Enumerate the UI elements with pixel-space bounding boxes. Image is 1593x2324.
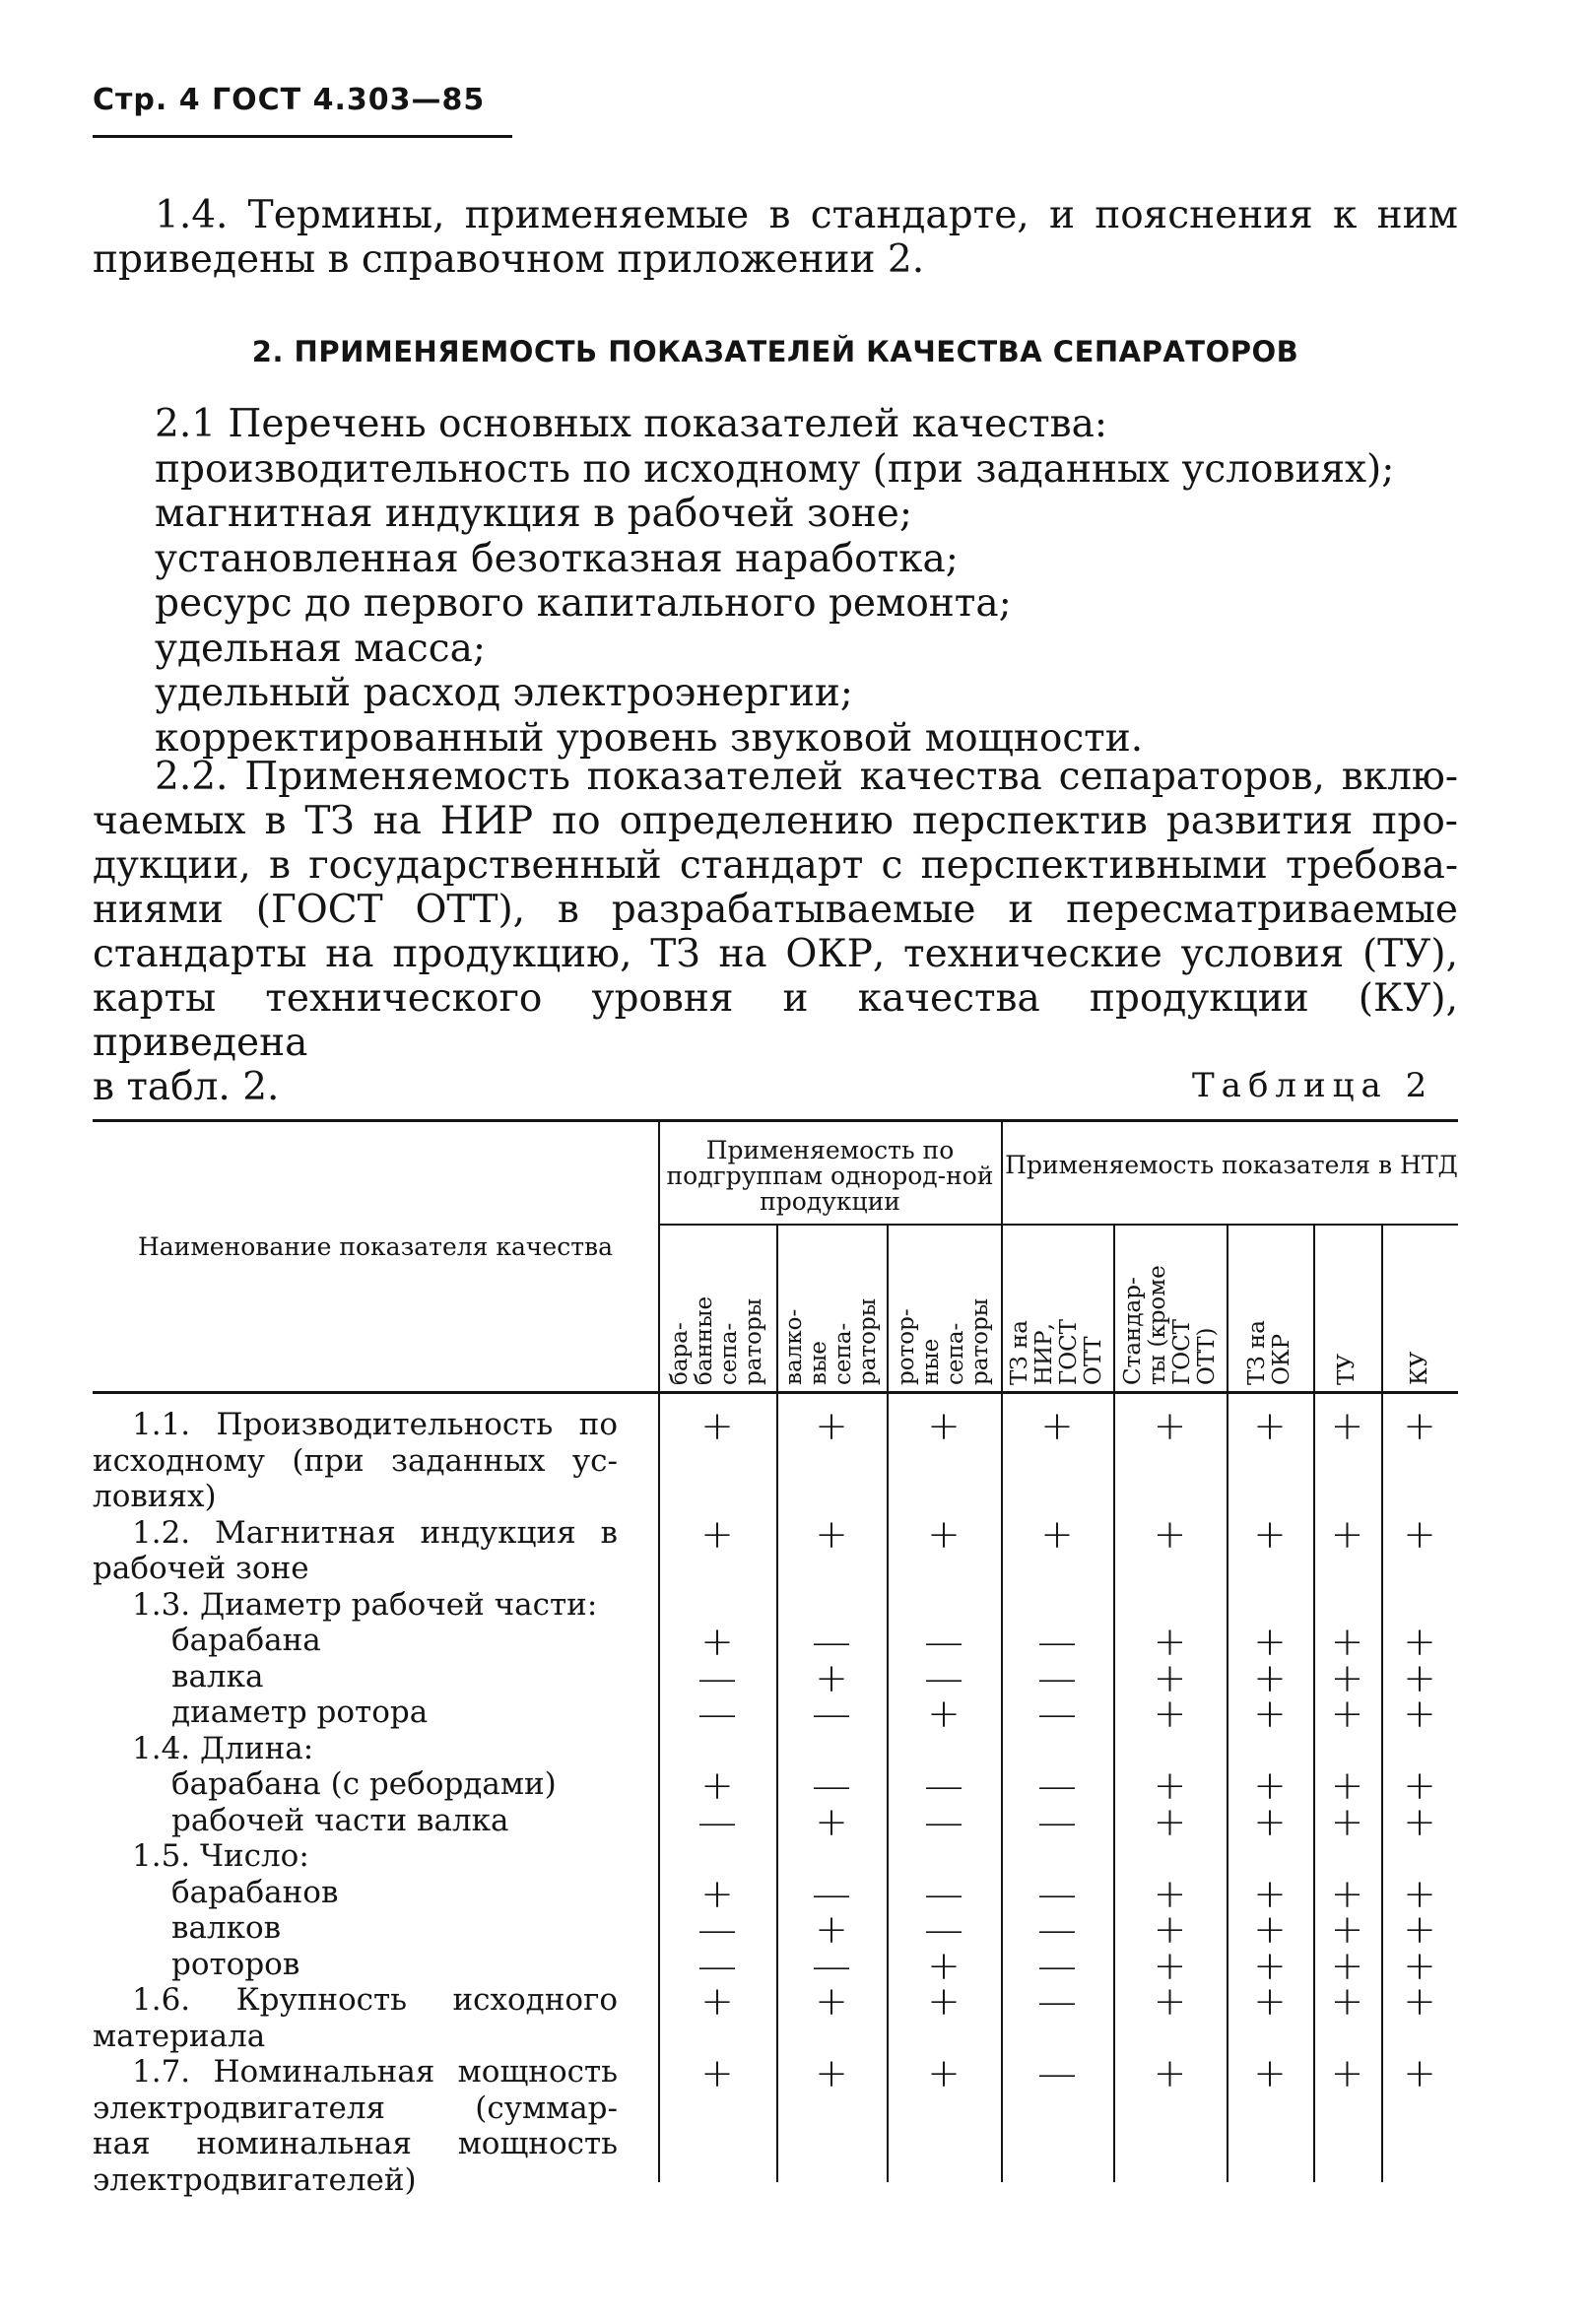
table-row-name-line: 1.7. Номинальная мощность	[132, 2054, 618, 2090]
plus-mark: +	[700, 1871, 734, 1917]
paragraph-line: дукции, в государственный стандарт с перспективными требова-	[93, 843, 1458, 888]
table-row-name	[93, 1623, 618, 1659]
list-item: 2.1 Перечень основных показателей качества:	[155, 402, 1108, 446]
plus-mark: +	[1403, 1692, 1436, 1737]
plus-mark: +	[927, 1943, 961, 1989]
group2-header: Применяемость показателя в НТД	[1005, 1151, 1458, 1179]
dash-mark: —	[812, 1620, 851, 1665]
plus-mark: +	[1153, 1692, 1187, 1737]
plus-mark: +	[1253, 1907, 1287, 1953]
table-row-name	[93, 1838, 618, 1875]
table-row-name-line: рабочей зоне	[93, 1551, 309, 1586]
plus-mark: +	[700, 1511, 734, 1558]
column-header: ТЗ на НИР, ГОСТ ОТТ	[1007, 1318, 1106, 1385]
dash-mark: —	[1037, 1763, 1077, 1809]
dash-mark: —	[924, 1655, 963, 1701]
table-caption: Таблица 2	[1192, 1066, 1434, 1105]
plus-mark: +	[927, 1692, 961, 1737]
plus-mark: +	[1040, 1404, 1074, 1449]
plus-mark: +	[1403, 1871, 1436, 1917]
dash-mark: —	[812, 1763, 851, 1809]
plus-mark: +	[1330, 1799, 1364, 1845]
table-col-rule	[1381, 1226, 1383, 2182]
table-row-name-line: рабочей части валка	[171, 1802, 509, 1838]
table-row-name	[93, 1910, 618, 1947]
list-item: магнитная индукция в рабочей зоне;	[155, 492, 912, 536]
column-header: бара- банные сепа- раторы	[667, 1295, 766, 1385]
plus-mark: +	[1330, 1620, 1364, 1665]
plus-mark: +	[1330, 1763, 1364, 1809]
plus-mark: +	[700, 1620, 734, 1665]
plus-mark: +	[1153, 1871, 1187, 1917]
plus-mark: +	[1040, 1511, 1074, 1558]
paragraph-1-4	[93, 193, 1458, 282]
paragraph-line: чаемых в ТЗ на НИР по определению перспектив развития про-	[93, 799, 1458, 843]
table-col-rule	[1313, 1226, 1315, 2182]
dash-mark: —	[924, 1871, 963, 1917]
plus-mark: +	[1253, 1871, 1287, 1917]
dash-mark: —	[1037, 1979, 1077, 2025]
plus-mark: +	[1153, 1620, 1187, 1665]
plus-mark: +	[700, 2051, 734, 2096]
plus-mark: +	[1153, 1979, 1187, 2025]
table-col-rule	[1113, 1226, 1115, 2182]
table-row-name	[93, 1803, 618, 1839]
dash-mark: —	[1037, 1655, 1077, 1701]
table-row-name-line: валка	[171, 1658, 264, 1694]
table-row-name	[93, 1515, 618, 1587]
plus-mark: +	[1253, 1799, 1287, 1845]
plus-mark: +	[1253, 1620, 1287, 1665]
plus-mark: +	[1253, 1763, 1287, 1809]
table-header-bottom-rule	[93, 1391, 1458, 1394]
plus-mark: +	[1403, 1907, 1436, 1953]
plus-mark: +	[1403, 2051, 1436, 2096]
table-row-name-line: роторов	[171, 1946, 300, 1982]
list-item: удельная масса;	[155, 626, 486, 671]
dash-mark: —	[697, 1692, 737, 1737]
table-row-name-line: исходному (при заданных ус-	[93, 1442, 618, 1479]
plus-mark: +	[700, 1404, 734, 1449]
quality-indicators-list	[155, 402, 1394, 761]
plus-mark: +	[1403, 1511, 1436, 1558]
dash-mark: —	[697, 1799, 737, 1845]
table-col-rule	[1001, 1122, 1003, 2182]
plus-mark: +	[1253, 1511, 1287, 1558]
column-header: ТЗ на ОКР	[1244, 1319, 1294, 1385]
list-item: установленная безотказная наработка;	[155, 536, 959, 581]
plus-mark: +	[1403, 1763, 1436, 1809]
table-row-name	[93, 1731, 618, 1767]
table-row-name-line: валков	[171, 1910, 282, 1946]
table-row-name-line: 1.5. Число:	[132, 1838, 309, 1874]
table-row-name-line: электродвигателей)	[93, 2161, 417, 2198]
table-row-name	[93, 1982, 618, 2054]
paragraph-line: приведены в справочном приложении 2.	[93, 237, 925, 282]
section-title: 2. ПРИМЕНЯЕМОСТЬ ПОКАЗАТЕЛЕЙ КАЧЕСТВА СЕПАРАТОРОВ	[251, 335, 1299, 368]
table-row-name	[93, 1587, 618, 1624]
plus-mark: +	[1253, 1943, 1287, 1989]
table-col-rule	[887, 1226, 889, 2182]
table-row-name-line: диаметр ротора	[171, 1694, 429, 1730]
dash-mark: —	[697, 1655, 737, 1701]
plus-mark: +	[815, 1511, 848, 1558]
table-row-name	[93, 1659, 618, 1695]
table-row-name-line: 1.2. Магнитная индукция в	[132, 1514, 618, 1551]
plus-mark: +	[1403, 1620, 1436, 1665]
plus-mark: +	[927, 2051, 961, 2096]
table-row-name	[93, 1407, 618, 1515]
table-row-name-line: 1.4. Длина:	[132, 1730, 314, 1766]
plus-mark: +	[1403, 1404, 1436, 1449]
plus-mark: +	[1253, 1692, 1287, 1737]
paragraph-line: 2.2. Применяемость показателей качества сепараторов, вклю-	[155, 755, 1458, 799]
column-header: КУ	[1406, 1351, 1432, 1385]
plus-mark: +	[815, 1979, 848, 2025]
page-header: Стр. 4 ГОСТ 4.303—85	[93, 83, 486, 117]
table-row-name-line: 1.1. Производительность по	[132, 1407, 618, 1442]
plus-mark: +	[1330, 1907, 1364, 1953]
table-row-name-line: барабана	[171, 1623, 321, 1658]
paragraph-line: 1.4. Термины, применяемые в стандарте, и пояснения к ним	[155, 193, 1458, 237]
plus-mark: +	[1253, 1404, 1287, 1449]
paragraph-line: ниями (ГОСТ ОТТ), в разрабатываемые и пересматриваемые	[93, 888, 1458, 932]
paragraph-line: карты технического уровня и качества продукции (КУ), приведена	[93, 976, 1458, 1065]
plus-mark: +	[1253, 1979, 1287, 2025]
table-row-name-line: материала	[93, 2018, 266, 2054]
table-col-rule	[776, 1226, 778, 2182]
dash-mark: —	[1037, 1620, 1077, 1665]
plus-mark: +	[1153, 2051, 1187, 2096]
plus-mark: +	[815, 1404, 848, 1449]
dash-mark: —	[924, 1907, 963, 1953]
plus-mark: +	[1403, 1979, 1436, 2025]
table-row-name	[93, 1766, 618, 1803]
dash-mark: —	[1037, 1943, 1077, 1989]
plus-mark: +	[815, 1799, 848, 1845]
plus-mark: +	[1153, 1511, 1187, 1558]
header-rule	[93, 135, 512, 138]
plus-mark: +	[1403, 1655, 1436, 1701]
plus-mark: +	[1330, 1943, 1364, 1989]
table-row-name	[93, 1947, 618, 1983]
plus-mark: +	[1153, 1655, 1187, 1701]
dash-mark: —	[924, 1620, 963, 1665]
table-row-name	[93, 1875, 618, 1911]
plus-mark: +	[1153, 1799, 1187, 1845]
table-row-name-line: электродвигателя (суммар-	[93, 2090, 618, 2126]
column-header: валко- вые сепа- раторы	[781, 1297, 881, 1385]
table-row-name	[93, 1694, 618, 1731]
table-row-name-line: ная номинальная мощность	[93, 2126, 618, 2161]
plus-mark: +	[1153, 1404, 1187, 1449]
dash-mark: —	[1037, 1692, 1077, 1737]
column-header: ТУ	[1334, 1354, 1360, 1385]
plus-mark: +	[1330, 1655, 1364, 1701]
table-row-name-line: ловиях)	[93, 1479, 217, 1514]
plus-mark: +	[927, 1404, 961, 1449]
plus-mark: +	[1153, 1943, 1187, 1989]
plus-mark: +	[1330, 2051, 1364, 2096]
plus-mark: +	[1253, 2051, 1287, 2096]
plus-mark: +	[815, 2051, 848, 2096]
table-col-rule	[1227, 1226, 1228, 2182]
list-item: удельный расход электроэнергии;	[155, 671, 853, 715]
dash-mark: —	[1037, 1799, 1077, 1845]
dash-mark: —	[812, 1871, 851, 1917]
table-row-name-line: 1.3. Диаметр рабочей части:	[132, 1586, 598, 1623]
plus-mark: +	[1403, 1943, 1436, 1989]
dash-mark: —	[697, 1943, 737, 1989]
plus-mark: +	[700, 1763, 734, 1809]
paragraph-2-2	[93, 755, 1458, 1109]
plus-mark: +	[1330, 1404, 1364, 1449]
table-row-name-line: барабана (с ребордами)	[171, 1766, 557, 1802]
paragraph-line: стандарты на продукцию, ТЗ на ОКР, технические условия (ТУ),	[93, 932, 1458, 976]
plus-mark: +	[1153, 1907, 1187, 1953]
dash-mark: —	[1037, 1871, 1077, 1917]
table-row-name	[93, 2054, 618, 2198]
column-header: ротор- ные сепа- раторы	[894, 1297, 993, 1385]
paragraph-line: в табл. 2.	[93, 1065, 280, 1109]
dash-mark: —	[1037, 2051, 1077, 2096]
table-top-rule	[93, 1119, 1458, 1122]
list-item: ресурс до первого капитального ремонта;	[155, 581, 1012, 626]
dash-mark: —	[697, 1907, 737, 1953]
plus-mark: +	[1153, 1763, 1187, 1809]
plus-mark: +	[927, 1979, 961, 2025]
dash-mark: —	[812, 1943, 851, 1989]
table-row-name-line: барабанов	[171, 1874, 339, 1910]
plus-mark: +	[1253, 1655, 1287, 1701]
group1-header: Применяемость по подгруппам однород-ной продукции	[666, 1136, 994, 1216]
list-item: корректированный уровень звуковой мощности.	[155, 715, 1144, 761]
plus-mark: +	[927, 1511, 961, 1558]
table-col-rule	[658, 1122, 660, 2182]
column-header: Стандар- ты (кроме ГОСТ ОТТ)	[1119, 1265, 1220, 1385]
plus-mark: +	[1403, 1799, 1436, 1845]
plus-mark: +	[1330, 1511, 1364, 1558]
dash-mark: —	[924, 1799, 963, 1845]
plus-mark: +	[1330, 1692, 1364, 1737]
list-item: производительность по исходному (при заданных условиях);	[155, 446, 1395, 492]
dash-mark: —	[812, 1692, 851, 1737]
plus-mark: +	[700, 1979, 734, 2025]
dash-mark: —	[924, 1763, 963, 1809]
table-row-name-line: 1.6. Крупность исходного	[132, 1982, 618, 2018]
plus-mark: +	[815, 1907, 848, 1953]
col-name-header: Наименование показателя качества	[137, 1232, 614, 1261]
dash-mark: —	[1037, 1907, 1077, 1953]
plus-mark: +	[815, 1655, 848, 1701]
plus-mark: +	[1330, 1979, 1364, 2025]
plus-mark: +	[1330, 1871, 1364, 1917]
